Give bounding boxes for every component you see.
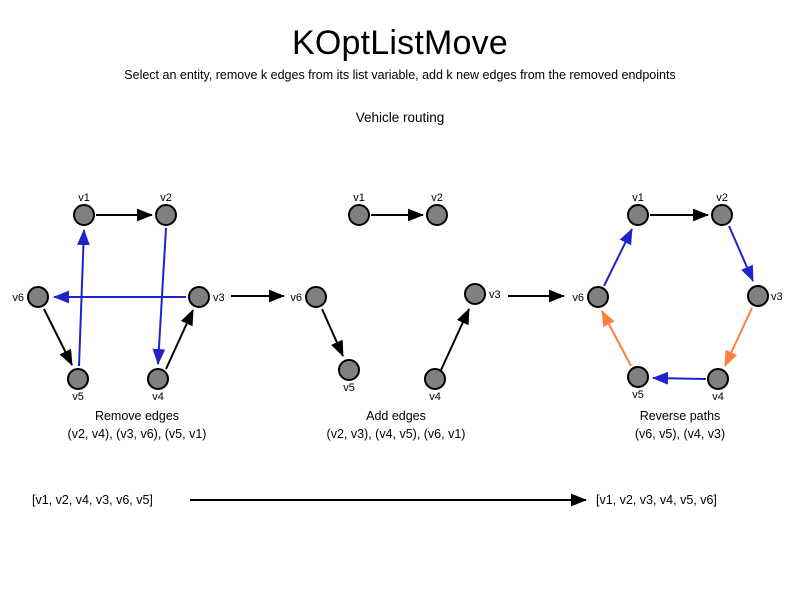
node-group-add bbox=[290, 192, 500, 403]
node-v6[interactable] bbox=[588, 287, 608, 307]
node-v1[interactable] bbox=[628, 205, 648, 225]
before-list: [v1, v2, v4, v3, v6, v5] bbox=[32, 493, 153, 507]
node-label-v6: v6 bbox=[12, 292, 24, 304]
node-v3[interactable] bbox=[189, 287, 209, 307]
edge-v6-v1 bbox=[604, 229, 632, 286]
node-label-v4: v4 bbox=[152, 391, 164, 403]
edge-v4-v3 bbox=[441, 309, 469, 370]
node-v6[interactable] bbox=[28, 287, 48, 307]
edge-group-add bbox=[322, 215, 469, 370]
node-label-v2: v2 bbox=[431, 192, 443, 204]
panel-remove-edges bbox=[12, 192, 224, 441]
edge-v2-v3 bbox=[729, 226, 753, 281]
node-label-v5: v5 bbox=[343, 382, 355, 394]
node-label-v3: v3 bbox=[489, 289, 501, 301]
edge-group-reverse bbox=[602, 215, 753, 379]
node-label-v2: v2 bbox=[716, 192, 728, 204]
node-v4[interactable] bbox=[148, 369, 168, 389]
edge-v5-v6-reversed bbox=[602, 311, 631, 366]
node-v1[interactable] bbox=[74, 205, 94, 225]
after-list: [v1, v2, v3, v4, v5, v6] bbox=[596, 493, 717, 507]
edge-group-remove bbox=[44, 215, 193, 369]
panel-caption-line1: Reverse paths bbox=[639, 409, 721, 423]
node-label-v4: v4 bbox=[429, 391, 441, 403]
footer-transform bbox=[32, 493, 717, 507]
node-label-v6: v6 bbox=[290, 292, 302, 304]
section-label: Vehicle routing bbox=[355, 110, 445, 125]
node-label-v2: v2 bbox=[160, 192, 172, 204]
node-v5[interactable] bbox=[628, 367, 648, 387]
node-v4[interactable] bbox=[708, 369, 728, 389]
node-v6[interactable] bbox=[306, 287, 326, 307]
edge-v4-v5 bbox=[653, 378, 706, 379]
edge-v6-v5 bbox=[44, 309, 72, 365]
edge-v3-v4-reversed bbox=[725, 308, 752, 366]
node-v3[interactable] bbox=[465, 284, 485, 304]
page-subtitle: Select an entity, remove k edges from its list variable, add k new edges from the removed endpoints bbox=[124, 68, 676, 82]
node-group-reverse bbox=[572, 192, 782, 403]
node-v2[interactable] bbox=[427, 205, 447, 225]
panel-caption-line2: (v6, v5), (v4, v3) bbox=[634, 427, 726, 441]
panel-caption-line2: (v2, v4), (v3, v6), (v5, v1) bbox=[67, 427, 207, 441]
node-v5[interactable] bbox=[68, 369, 88, 389]
node-v1[interactable] bbox=[349, 205, 369, 225]
node-label-v1: v1 bbox=[78, 192, 90, 204]
panel-reverse-paths bbox=[572, 192, 782, 441]
node-label-v6: v6 bbox=[572, 292, 584, 304]
node-v2[interactable] bbox=[712, 205, 732, 225]
node-label-v1: v1 bbox=[353, 192, 365, 204]
node-label-v1: v1 bbox=[632, 192, 644, 204]
panel-caption-line1: Remove edges bbox=[94, 409, 180, 423]
panel-add-edges bbox=[290, 192, 500, 441]
node-label-v3: v3 bbox=[771, 291, 783, 303]
node-v2[interactable] bbox=[156, 205, 176, 225]
panel-caption-line1: Add edges bbox=[366, 409, 426, 423]
page-title: KOptListMove bbox=[292, 24, 508, 62]
node-label-v5: v5 bbox=[632, 389, 644, 401]
node-label-v3: v3 bbox=[213, 292, 225, 304]
node-v5[interactable] bbox=[339, 360, 359, 380]
node-v4[interactable] bbox=[425, 369, 445, 389]
edge-v6-v5 bbox=[322, 309, 343, 356]
panel-caption-line2: (v2, v3), (v4, v5), (v6, v1) bbox=[326, 427, 466, 441]
node-label-v5: v5 bbox=[72, 391, 84, 403]
node-label-v4: v4 bbox=[712, 391, 724, 403]
edge-v4-v3 bbox=[166, 310, 193, 369]
node-v3[interactable] bbox=[748, 286, 768, 306]
